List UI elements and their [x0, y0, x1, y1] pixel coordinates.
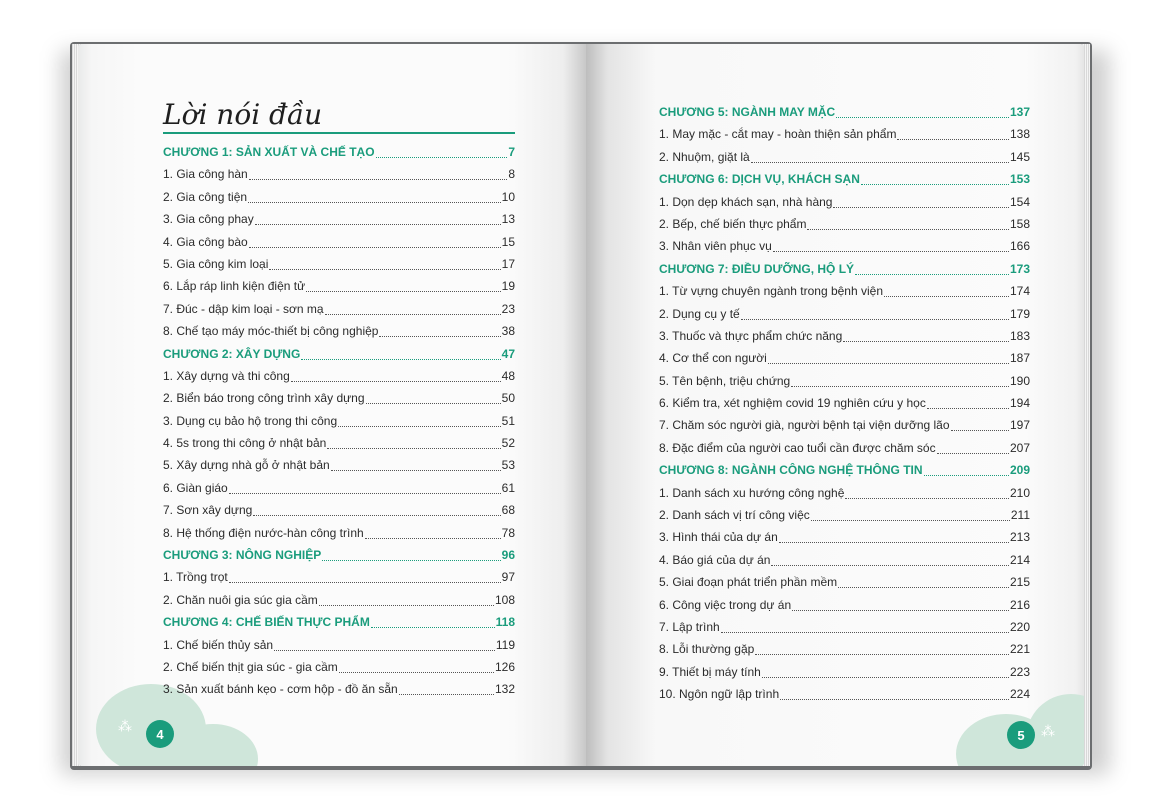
toc-entry-page: 138	[1009, 127, 1030, 142]
toc-entry-title: 2. Chế biến thịt gia súc - gia cầm	[163, 659, 338, 674]
toc-entry	[163, 656, 515, 678]
toc-entry	[163, 499, 515, 521]
toc-entry-page: 207	[1009, 440, 1030, 455]
toc-entry-page: 174	[1009, 284, 1030, 299]
dot-leader	[751, 148, 1009, 163]
toc-entry	[163, 365, 515, 387]
toc-entry-page: 119	[495, 637, 515, 652]
toc-entry-page: 197	[1009, 418, 1030, 433]
toc-entry-title: 2. Nhuộm, giặt là	[659, 149, 750, 164]
toc-entry-page: 108	[494, 592, 515, 607]
toc-entry	[659, 414, 1030, 436]
toc-entry-title: 3. Thuốc và thực phẩm chức năng	[659, 328, 843, 343]
toc-entry	[163, 678, 515, 700]
toc-entry-page: 179	[1009, 306, 1030, 321]
dot-leader	[897, 125, 1009, 140]
dot-leader	[255, 210, 501, 225]
toc-entry	[163, 163, 515, 185]
toc-entry-title: 2. Chăn nuôi gia súc gia cầm	[163, 592, 318, 607]
toc-chapter-heading	[659, 168, 1030, 190]
toc-entry-page: 126	[494, 659, 515, 674]
toc-entry	[163, 634, 515, 656]
toc-entry-title: 8. Đặc điểm của người cao tuổi cần được chăm sóc	[659, 440, 936, 455]
toc-entry-title: 5. Xây dựng nhà gỗ ở nhật bản	[163, 458, 330, 473]
toc-entry-title: 2. Bếp, chế biến thực phẩm	[659, 216, 807, 231]
right-page	[586, 44, 1084, 766]
toc-entry-page: 68	[501, 503, 515, 518]
toc-entry-title: 1. Xây dựng và thi công	[163, 368, 290, 383]
toc-entry-page: 78	[501, 525, 515, 540]
toc-entry-page: 15	[501, 234, 515, 249]
toc-entry	[163, 477, 515, 499]
dot-leader	[843, 327, 1009, 342]
toc-entry-page: 211	[1010, 508, 1030, 523]
toc-entry-title: 7. Lập trình	[659, 619, 720, 634]
toc-entry	[163, 186, 515, 208]
dot-leader	[249, 233, 501, 248]
toc-entry-page: 221	[1009, 642, 1030, 657]
toc-entry-page: 38	[501, 324, 515, 339]
toc-entry-page: 7	[508, 145, 515, 159]
toc-entry	[659, 347, 1030, 369]
toc-entry-page: 53	[501, 458, 515, 473]
dot-leader	[791, 372, 1009, 387]
toc-entry-page: 224	[1009, 687, 1030, 702]
toc-entry	[659, 392, 1030, 414]
toc-entry-title: 1. Từ vựng chuyên ngành trong bệnh viện	[659, 284, 883, 299]
toc-entry-title: 9. Thiết bị máy tính	[659, 664, 761, 679]
toc-entry-title: CHƯƠNG 7: ĐIỀU DƯỠNG, HỘ LÝ	[659, 261, 855, 276]
leaf-decoration	[1026, 694, 1084, 766]
toc-entry	[163, 298, 515, 320]
toc-chapter-heading	[163, 141, 515, 163]
toc-entry-title: 5. Giai đoạn phát triển phần mềm	[659, 575, 838, 590]
toc-entry-title: 8. Chế tạo máy móc-thiết bị công nghiệp	[163, 324, 379, 339]
toc-entry	[659, 235, 1030, 257]
toc-entry-title: 4. Báo giá của dự án	[659, 552, 771, 567]
dot-leader	[855, 260, 1009, 275]
toc-entry-title: 2. Biển báo trong công trình xây dựng	[163, 391, 365, 406]
toc-entry-title: 1. Trồng trọt	[163, 570, 228, 585]
toc-entry-page: 173	[1009, 261, 1030, 276]
dot-leader	[319, 591, 494, 606]
toc-entry-page: 194	[1009, 396, 1030, 411]
toc-entry-title: CHƯƠNG 1: SẢN XUẤT VÀ CHẾ TẠO	[163, 145, 375, 159]
toc-entry	[659, 638, 1030, 660]
toc-entry-page: 23	[501, 301, 515, 316]
toc-entry-title: 6. Giàn giáo	[163, 480, 228, 495]
dot-leader	[884, 282, 1009, 297]
toc-entry	[163, 208, 515, 230]
toc-entry-title: 4. Gia công bào	[163, 234, 248, 249]
dot-leader	[371, 613, 495, 628]
dot-leader	[780, 685, 1009, 700]
toc-entry-page: 17	[501, 256, 515, 271]
page-number-badge: 4	[146, 720, 174, 748]
toc-entry	[659, 191, 1030, 213]
toc-entry-title: 5. Tên bệnh, triệu chứng	[659, 373, 791, 388]
toc-entry	[659, 683, 1030, 705]
toc-entry	[659, 123, 1030, 145]
dot-leader	[274, 636, 495, 651]
toc-entry-page: 61	[501, 480, 515, 495]
toc-entry-page: 13	[501, 212, 515, 227]
toc-entry-page: 10	[501, 189, 515, 204]
toc-entry	[163, 387, 515, 409]
toc-entry	[659, 616, 1030, 638]
toc-entry	[163, 410, 515, 432]
toc-entry-page: 137	[1009, 105, 1030, 119]
toc-entry	[659, 482, 1030, 504]
toc-entry	[659, 146, 1030, 168]
toc-chapter-heading	[163, 544, 515, 566]
dot-leader	[229, 568, 501, 583]
toc-entry	[163, 231, 515, 253]
toc-entry-page: 50	[501, 391, 515, 406]
toc-entry-page: 223	[1009, 664, 1030, 679]
toc-entry-page: 215	[1009, 575, 1030, 590]
toc-entry-page: 154	[1009, 194, 1030, 209]
toc-entry-title: 1. Gia công hàn	[163, 167, 248, 182]
toc-entry-title: 3. Dụng cụ bảo hộ trong thi công	[163, 413, 338, 428]
dot-leader	[325, 300, 501, 315]
toc-entry-page: 132	[494, 682, 515, 697]
toc-entry	[659, 571, 1030, 593]
toc-entry-page: 48	[501, 368, 515, 383]
toc-entry-page: 220	[1009, 619, 1030, 634]
dot-leader	[248, 188, 501, 203]
left-page	[78, 44, 586, 766]
toc-entry-title: CHƯƠNG 3: NÔNG NGHIỆP	[163, 548, 322, 563]
toc-entry-title: 3. Hình thái của dự án	[659, 530, 778, 545]
dot-leader	[269, 255, 500, 270]
toc-entry-page: 96	[501, 548, 515, 563]
dot-leader	[845, 484, 1009, 499]
dot-leader	[376, 143, 508, 158]
toc-entry-title: 2. Danh sách vị trí công việc	[659, 508, 810, 523]
dot-leader	[836, 103, 1009, 118]
toc-entry-title: 6. Công việc trong dự án	[659, 597, 792, 612]
dot-leader	[327, 434, 500, 449]
toc-entry	[659, 437, 1030, 459]
dot-leader	[937, 439, 1009, 454]
dot-leader	[768, 349, 1009, 364]
dot-leader	[291, 367, 501, 382]
toc-chapter-heading	[659, 459, 1030, 481]
toc-entry-page: 213	[1009, 530, 1030, 545]
toc-entry-title: 8. Hệ thống điện nước-hàn công trình	[163, 525, 364, 540]
dot-leader	[249, 165, 508, 180]
dot-leader	[771, 551, 1009, 566]
toc-entry-title: 3. Nhân viên phục vụ	[659, 239, 772, 254]
dot-leader	[365, 524, 501, 539]
toc-entry-title: 7. Sơn xây dựng	[163, 503, 253, 518]
dot-leader	[366, 389, 501, 404]
toc-entry-title: 1. May mặc - cắt may - hoàn thiện sản phẩm	[659, 127, 897, 142]
toc-entry-page: 118	[495, 615, 515, 630]
toc-entry	[659, 504, 1030, 526]
toc-entry-title: 1. Dọn dẹp khách sạn, nhà hàng	[659, 194, 833, 209]
toc-entry	[659, 526, 1030, 548]
dot-leader	[762, 663, 1009, 678]
dot-leader	[339, 658, 494, 673]
page-title: Lời nói đầu	[163, 98, 323, 131]
dot-leader	[773, 237, 1009, 252]
toc-entry-title: 1. Danh sách xu hướng công nghệ	[659, 485, 845, 500]
toc-entry-page: 153	[1009, 172, 1030, 187]
toc-entry-page: 183	[1009, 328, 1030, 343]
toc-entry-title: 4. 5s trong thi công ở nhật bản	[163, 436, 327, 451]
toc-entry-title: 6. Lắp ráp linh kiện điện tử	[163, 279, 306, 294]
toc-entry	[163, 589, 515, 611]
toc-entry-page: 216	[1009, 597, 1030, 612]
toc-entry-title: CHƯƠNG 4: CHẾ BIẾN THỰC PHẨM	[163, 615, 370, 630]
toc-entry	[659, 325, 1030, 347]
dot-leader	[779, 528, 1009, 543]
dot-leader	[322, 546, 500, 561]
title-divider	[163, 132, 515, 134]
toc-entry-page: 51	[501, 413, 515, 428]
toc-chapter-heading	[163, 611, 515, 633]
dot-leader	[811, 506, 1010, 521]
toc-entry-page: 145	[1009, 149, 1030, 164]
toc-entry	[163, 522, 515, 544]
dot-leader	[951, 416, 1009, 431]
dot-leader	[229, 479, 501, 494]
toc-chapter-heading	[659, 101, 1030, 123]
toc-entry-page: 97	[501, 570, 515, 585]
toc-entry-title: 8. Lỗi thường gặp	[659, 642, 755, 657]
toc-entry-page: 8	[508, 167, 515, 182]
toc-chapter-heading	[163, 343, 515, 365]
toc-entry-page: 210	[1009, 485, 1030, 500]
toc-entry-page: 214	[1009, 552, 1030, 567]
toc-entry-page: 52	[501, 436, 515, 451]
dot-leader	[924, 461, 1009, 476]
toc-entry	[163, 432, 515, 454]
toc-entry-page: 158	[1009, 216, 1030, 231]
toc-entry-page: 209	[1009, 463, 1030, 478]
dot-leader	[755, 640, 1009, 655]
toc-list-right	[659, 101, 1030, 706]
toc-entry	[659, 549, 1030, 571]
dot-leader	[306, 277, 501, 292]
dot-leader	[927, 394, 1009, 409]
dot-leader	[838, 573, 1009, 588]
toc-entry-page: 190	[1009, 373, 1030, 388]
toc-entry-title: CHƯƠNG 6: DỊCH VỤ, KHÁCH SẠN	[659, 172, 860, 187]
dot-leader	[741, 305, 1009, 320]
toc-entry	[659, 594, 1030, 616]
toc-entry	[163, 253, 515, 275]
toc-entry	[659, 661, 1030, 683]
dot-leader	[331, 456, 501, 471]
toc-entry-title: 10. Ngôn ngữ lập trình	[659, 687, 780, 702]
toc-entry-title: CHƯƠNG 5: NGÀNH MAY MẶC	[659, 105, 836, 119]
toc-entry-page: 47	[501, 346, 515, 361]
dot-leader	[301, 345, 500, 360]
toc-entry-page: 166	[1009, 239, 1030, 254]
toc-entry-page: 19	[501, 279, 515, 294]
page-number-badge: 5	[1007, 721, 1035, 749]
dot-leader	[861, 170, 1009, 185]
toc-list-left	[163, 141, 515, 701]
toc-entry-title: 4. Cơ thể con người	[659, 351, 767, 366]
sprig-icon: ⁂	[118, 719, 132, 735]
dot-leader	[379, 322, 500, 337]
toc-entry	[659, 213, 1030, 235]
dot-leader	[253, 501, 500, 516]
toc-entry-title: 6. Kiểm tra, xét nghiệm covid 19 nghiên cứu y học	[659, 396, 926, 411]
toc-entry-title: CHƯƠNG 2: XÂY DỰNG	[163, 346, 301, 361]
dot-leader	[338, 412, 501, 427]
toc-entry-title: 7. Chăm sóc người già, người bệnh tại viện dưỡng lão	[659, 418, 950, 433]
toc-entry-title: 7. Đúc - dập kim loại - sơn mạ	[163, 301, 324, 316]
toc-entry	[659, 280, 1030, 302]
toc-entry	[163, 566, 515, 588]
dot-leader	[792, 596, 1009, 611]
toc-entry	[659, 370, 1030, 392]
toc-entry-title: 3. Sản xuất bánh kẹo - cơm hộp - đồ ăn sẵn	[163, 682, 398, 697]
toc-chapter-heading	[659, 258, 1030, 280]
dot-leader	[399, 680, 494, 695]
toc-entry-title: 1. Chế biến thủy sản	[163, 637, 274, 652]
sprig-icon: ⁂	[1041, 724, 1055, 740]
toc-entry-page: 187	[1009, 351, 1030, 366]
toc-entry-title: 3. Gia công phay	[163, 212, 254, 227]
toc-entry-title: 2. Dụng cụ y tế	[659, 306, 740, 321]
toc-entry	[163, 320, 515, 342]
dot-leader	[721, 618, 1009, 633]
dot-leader	[833, 193, 1009, 208]
toc-entry-title: CHƯƠNG 8: NGÀNH CÔNG NGHỆ THÔNG TIN	[659, 463, 923, 478]
toc-entry-title: 5. Gia công kim loại	[163, 256, 269, 271]
dot-leader	[807, 215, 1009, 230]
toc-entry-title: 2. Gia công tiện	[163, 189, 248, 204]
toc-entry	[659, 303, 1030, 325]
toc-entry	[163, 454, 515, 476]
toc-entry	[163, 275, 515, 297]
